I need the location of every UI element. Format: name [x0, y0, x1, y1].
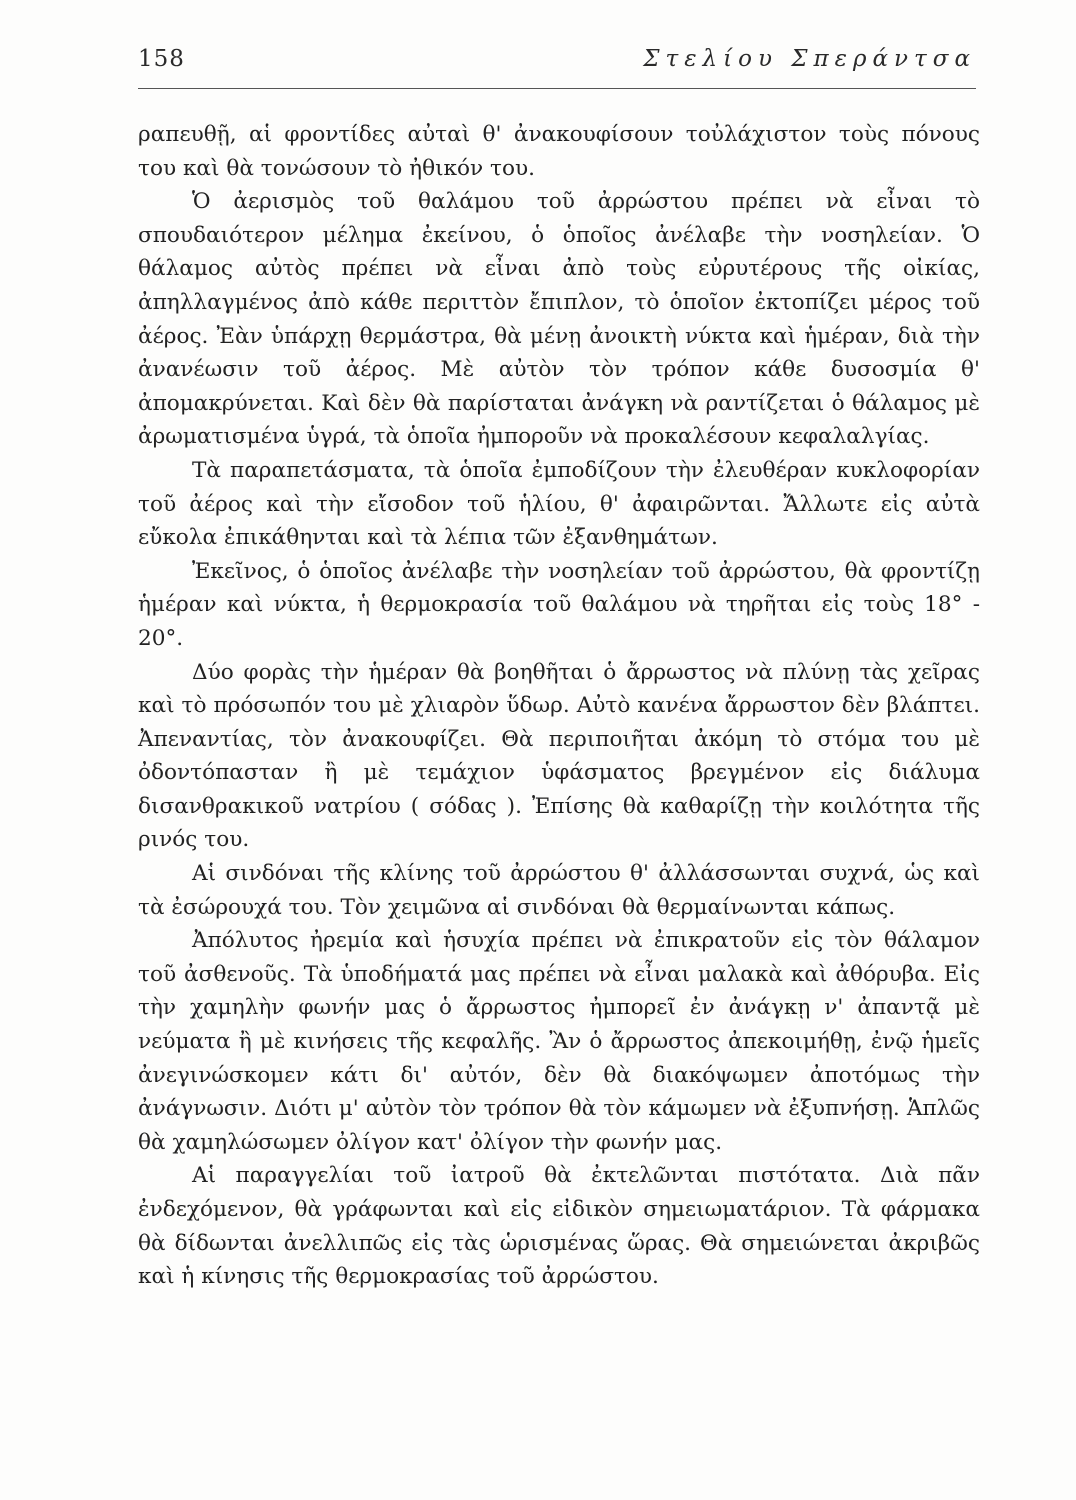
- paragraph-3: Τὰ παραπετάσματα, τὰ ὁποῖα ἐμποδίζουν τὴν ἐλευθέραν κυκλοφορίαν τοῦ ἀέρος καὶ τὴν εἴσοδον τοῦ ἡλίου, θ' ἀφαιρῶνται. Ἄλλωτε εἰς αὐτὰ εὔκολα ἐπικάθηνται καὶ τὰ λέπια τῶν ἐξανθημάτων.: [138, 457, 980, 551]
- page-header: [138, 42, 976, 78]
- paragraph-2: Ὁ ἀερισμὸς τοῦ θαλάμου τοῦ ἀρρώστου πρέπει νὰ εἶναι τὸ σπουδαιότερον μέλημα ἐκείνου, ὁ ὁποῖος ἀνέλαβε τὴν νοσηλείαν. Ὁ θάλαμος αὐτὸς πρέπει νὰ εἶναι ἀπὸ τοὺς εὐρυτέρους τῆς οἰκίας, ἀπηλλαγμένος ἀπὸ κάθε περιττὸν ἔπιπλον, τὸ ὁποῖον ἐκτοπίζει μέρος τοῦ ἀέρος. Ἐὰν ὑπάρχῃ θερμάστρα, θὰ μένῃ ἀνοικτὴ νύκτα καὶ ἡμέραν, διὰ τὴν ἀνανέωσιν τοῦ ἀέρος. Μὲ αὐτὸν τὸν τρόπον κάθε δυσοσμία θ' ἀπομακρύνεται. Καὶ δὲν θὰ παρίσταται ἀνάγκη νὰ ραντίζεται ὁ θάλαμος μὲ ἀρωματισμένα ὑγρά, τὰ ὁποῖα ἠμποροῦν νὰ προκαλέσουν κεφαλαλγίας.: [138, 189, 980, 450]
- paragraph-8: Αἱ παραγγελίαι τοῦ ἰατροῦ θὰ ἐκτελῶνται πιστότατα. Διὰ πᾶν ἐνδεχόμενον, θὰ γράφωνται καὶ εἰς εἰδικὸν σημειωματάριον. Τὰ φάρμακα θὰ δίδωνται ἀνελλιπῶς εἰς τὰς ὡρισμένας ὥρας. Θὰ σημειώνεται ἀκριβῶς καὶ ἡ κίνησις τῆς θερμοκρασίας τοῦ ἀρρώστου.: [138, 1163, 980, 1290]
- paragraph-4: Ἐκεῖνος, ὁ ὁποῖος ἀνέλαβε τὴν νοσηλείαν τοῦ ἀρρώστου, θὰ φροντίζῃ ἡμέραν καὶ νύκτα, ἡ θερμοκρασία τοῦ θαλάμου νὰ τηρῆται εἰς τοὺς 18° - 20°.: [138, 558, 980, 651]
- paragraph-1: ραπευθῇ, αἱ φροντίδες αὐταὶ θ' ἀνακουφίσουν τοὐλάχιστον τοὺς πόνους του καὶ θὰ τονώσουν τὸ ἠθικόν του.: [138, 122, 980, 181]
- body-text: [138, 118, 980, 1294]
- paragraph-7: Ἀπόλυτος ἠρεμία καὶ ἡσυχία πρέπει νὰ ἐπικρατοῦν εἰς τὸν θάλαμον τοῦ ἀσθενοῦς. Τὰ ὑποδήματά μας πρέπει νὰ εἶναι μαλακὰ καὶ ἀθόρυβα. Εἰς τὴν χαμηλὴν φωνήν μας ὁ ἄρρωστος ἠμπορεῖ ἐν ἀνάγκῃ ν' ἀπαντᾷ μὲ νεύματα ἢ μὲ κινήσεις τῆς κεφαλῆς. Ἂν ὁ ἄρρωστος ἀπεκοιμήθῃ, ἐνῷ ἡμεῖς ἀνεγινώσκομεν κάτι δι' αὐτόν, δὲν θὰ διακόψωμεν ἀποτόμως τὴν ἀνάγνωσιν. Διότι μ' αὐτὸν τὸν τρόπον θὰ τὸν κάμωμεν νὰ ἐξυπνήσῃ. Ἁπλῶς θὰ χαμηλώσωμεν ὀλίγον κατ' ὀλίγον τὴν φωνήν μας.: [138, 928, 980, 1155]
- running-head: Στελίου Σπεράντσα: [643, 46, 976, 72]
- paragraph-5: Δύο φορὰς τὴν ἡμέραν θὰ βοηθῆται ὁ ἄρρωστος νὰ πλύνῃ τὰς χεῖρας καὶ τὸ πρόσωπόν του μὲ χλιαρὸν ὕδωρ. Αὐτὸ κανένα ἄρρωστον δὲν βλάπτει. Ἀπεναντίας, τὸν ἀνακουφίζει. Θὰ περιποιῆται ἀκόμη τὸ στόμα του μὲ ὀδοντόπασταν ἢ μὲ τεμάχιον ὑφάσματος βρεγμένον εἰς διάλυμα δισανθρακικοῦ νατρίου ( σόδας ). Ἐπίσης θὰ καθαρίζῃ τὴν κοιλότητα τῆς ρινός του.: [138, 659, 980, 853]
- header-rule: [138, 88, 976, 89]
- paragraph-6: Αἱ σινδόναι τῆς κλίνης τοῦ ἀρρώστου θ' ἀλλάσσωνται συχνά, ὡς καὶ τὰ ἐσώρουχά του. Τὸν χειμῶνα αἱ σινδόναι θὰ θερμαίνωνται κάπως.: [138, 861, 980, 920]
- page-number: 158: [138, 46, 185, 72]
